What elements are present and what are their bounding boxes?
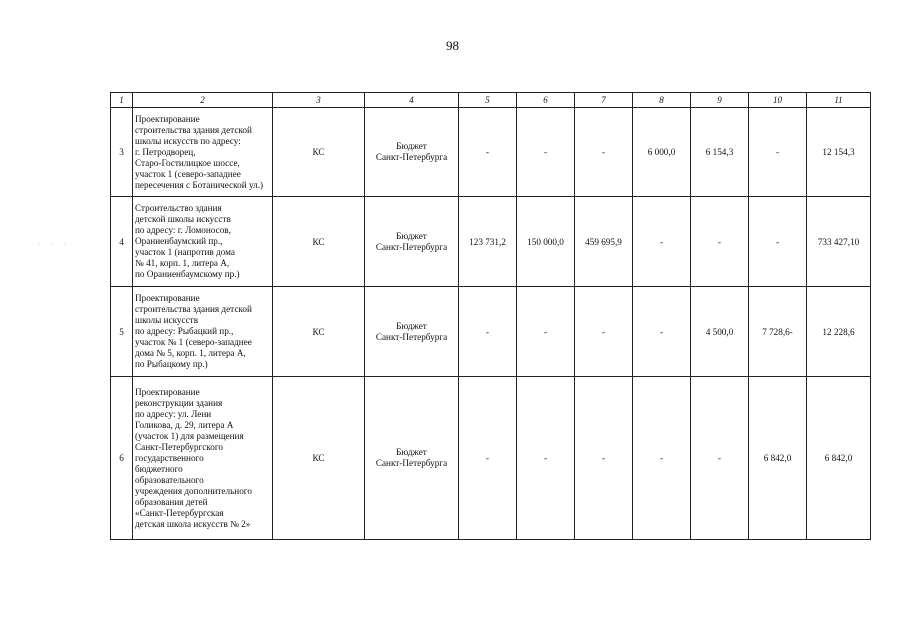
amount-cell: -	[633, 287, 691, 377]
project-name-line: образовательного	[135, 474, 204, 485]
amount-cell: 123 731,2	[459, 197, 517, 287]
row-number-cell: 3	[111, 108, 133, 197]
amount-cell: -	[459, 108, 517, 197]
project-name-line: дома № 5, корп. 1, литера А,	[135, 348, 246, 358]
project-name-line: государственного	[135, 452, 204, 463]
page-number: 98	[446, 38, 459, 53]
project-name-line: Ораниенбаумский пр.,	[135, 236, 223, 246]
header-cell: 10	[749, 93, 807, 108]
table-row	[111, 377, 871, 540]
project-name-line: по адресу: ул. Лени	[135, 408, 212, 419]
row-number-cell: 4	[111, 197, 133, 287]
project-name-cell	[133, 108, 273, 197]
header-cell: 2	[133, 93, 273, 108]
header-cell: 8	[633, 93, 691, 108]
amount-cell: 12 228,6	[807, 287, 871, 377]
table-row	[111, 287, 871, 377]
table-row	[111, 197, 871, 287]
kind-cell: КС	[273, 287, 365, 377]
project-name-line: строительства здания детской	[135, 124, 252, 135]
header-cell: 6	[517, 93, 575, 108]
project-name-line: Старо-Гостилицкое шоссе,	[135, 157, 240, 168]
header-cell: 7	[575, 93, 633, 108]
project-name-line: Проектирование	[135, 113, 200, 124]
header-cell: 1	[111, 93, 133, 108]
funding-source-line: Санкт-Петербурга	[375, 152, 448, 162]
project-name-line: по адресу: г. Ломоносов,	[135, 225, 231, 235]
margin-mark: · · ·	[38, 240, 70, 249]
amount-cell: -	[459, 287, 517, 377]
funding-source-cell	[365, 197, 459, 287]
amount-cell: -	[575, 377, 633, 540]
amount-cell: 6 842,0	[807, 377, 871, 540]
project-name-line: участок 1 (северо-западнее	[135, 168, 241, 179]
amount-cell: -	[749, 197, 807, 287]
amount-cell: 150 000,0	[517, 197, 575, 287]
header-cell: 3	[273, 93, 365, 108]
project-name-cell	[133, 287, 273, 377]
funding-source-line: Бюджет	[396, 230, 427, 241]
amount-cell: 6 000,0	[633, 108, 691, 197]
project-name-line: Проектирование	[135, 293, 200, 303]
project-name-line: № 41, корп. 1, литера А,	[135, 258, 230, 268]
project-name-line: реконструкции здания	[135, 397, 223, 408]
project-name-line: Санкт-Петербургского	[135, 441, 224, 452]
table-row	[111, 108, 871, 197]
amount-cell: 4 500,0	[691, 287, 749, 377]
row-number-cell: 5	[111, 287, 133, 377]
funding-source-line: Санкт-Петербурга	[375, 331, 448, 342]
amount-cell: 459 695,9	[575, 197, 633, 287]
project-name-line: школы искусств по адресу:	[135, 135, 241, 146]
budget-table	[110, 92, 871, 540]
project-name-line: бюджетного	[135, 463, 183, 474]
project-name-line: строительства здания детской	[135, 304, 252, 314]
amount-cell: 733 427,10	[807, 197, 871, 287]
project-name-line: школы искусств	[135, 315, 199, 325]
project-name-line: по адресу: Рыбацкий пр.,	[135, 326, 234, 336]
project-name-line: пересечения с Ботанической ул.)	[135, 179, 264, 190]
amount-cell: -	[691, 197, 749, 287]
project-name-line: участок 1 (напротив дома	[135, 247, 235, 257]
amount-cell: -	[749, 108, 807, 197]
funding-source-line: Бюджет	[396, 141, 427, 151]
amount-cell: -	[517, 377, 575, 540]
kind-cell: КС	[273, 377, 365, 540]
header-cell: 9	[691, 93, 749, 108]
project-name-line: образования детей	[135, 496, 208, 507]
amount-cell: -	[633, 197, 691, 287]
amount-cell: -	[517, 108, 575, 197]
project-name-line: по Ораниенбаумскому пр.)	[135, 269, 240, 279]
kind-cell: КС	[273, 197, 365, 287]
table-header-row	[111, 93, 871, 108]
funding-source-line: Бюджет	[396, 320, 427, 331]
project-name-line: (участок 1) для размещения	[135, 430, 244, 441]
amount-cell: 12 154,3	[807, 108, 871, 197]
project-name-cell	[133, 197, 273, 287]
amount-cell: -	[633, 377, 691, 540]
kind-cell: КС	[273, 108, 365, 197]
header-cell: 11	[807, 93, 871, 108]
funding-source-cell	[365, 377, 459, 540]
amount-cell: 6 842,0	[749, 377, 807, 540]
amount-cell: -	[575, 108, 633, 197]
funding-source-line: Санкт-Петербурга	[375, 458, 448, 468]
amount-cell: -	[459, 377, 517, 540]
project-name-line: детская школа искусств № 2»	[135, 518, 251, 529]
amount-cell: 7 728,6-	[749, 287, 807, 377]
project-name-line: учреждения дополнительного	[135, 485, 252, 496]
row-number-cell: 6	[111, 377, 133, 540]
project-name-line: по Рыбацкому пр.)	[135, 359, 208, 369]
amount-cell: -	[691, 377, 749, 540]
project-name-line: «Санкт-Петербургская	[135, 507, 224, 518]
amount-cell: 6 154,3	[691, 108, 749, 197]
funding-source-line: Бюджет	[396, 447, 427, 457]
project-name-line: Голиковa, д. 29, литера А	[135, 419, 234, 430]
project-name-cell	[133, 377, 273, 540]
project-name-line: г. Петродворец,	[135, 146, 196, 157]
amount-cell: -	[575, 287, 633, 377]
funding-source-line: Санкт-Петербурга	[375, 241, 448, 252]
project-name-line: участок № 1 (северо-западнее	[135, 337, 252, 347]
header-cell: 4	[365, 93, 459, 108]
funding-source-cell	[365, 108, 459, 197]
project-name-line: Строительство здания	[135, 203, 222, 213]
project-name-line: Проектирование	[135, 386, 200, 397]
header-cell: 5	[459, 93, 517, 108]
funding-source-cell	[365, 287, 459, 377]
project-name-line: детской школы искусств	[135, 214, 231, 224]
amount-cell: -	[517, 287, 575, 377]
